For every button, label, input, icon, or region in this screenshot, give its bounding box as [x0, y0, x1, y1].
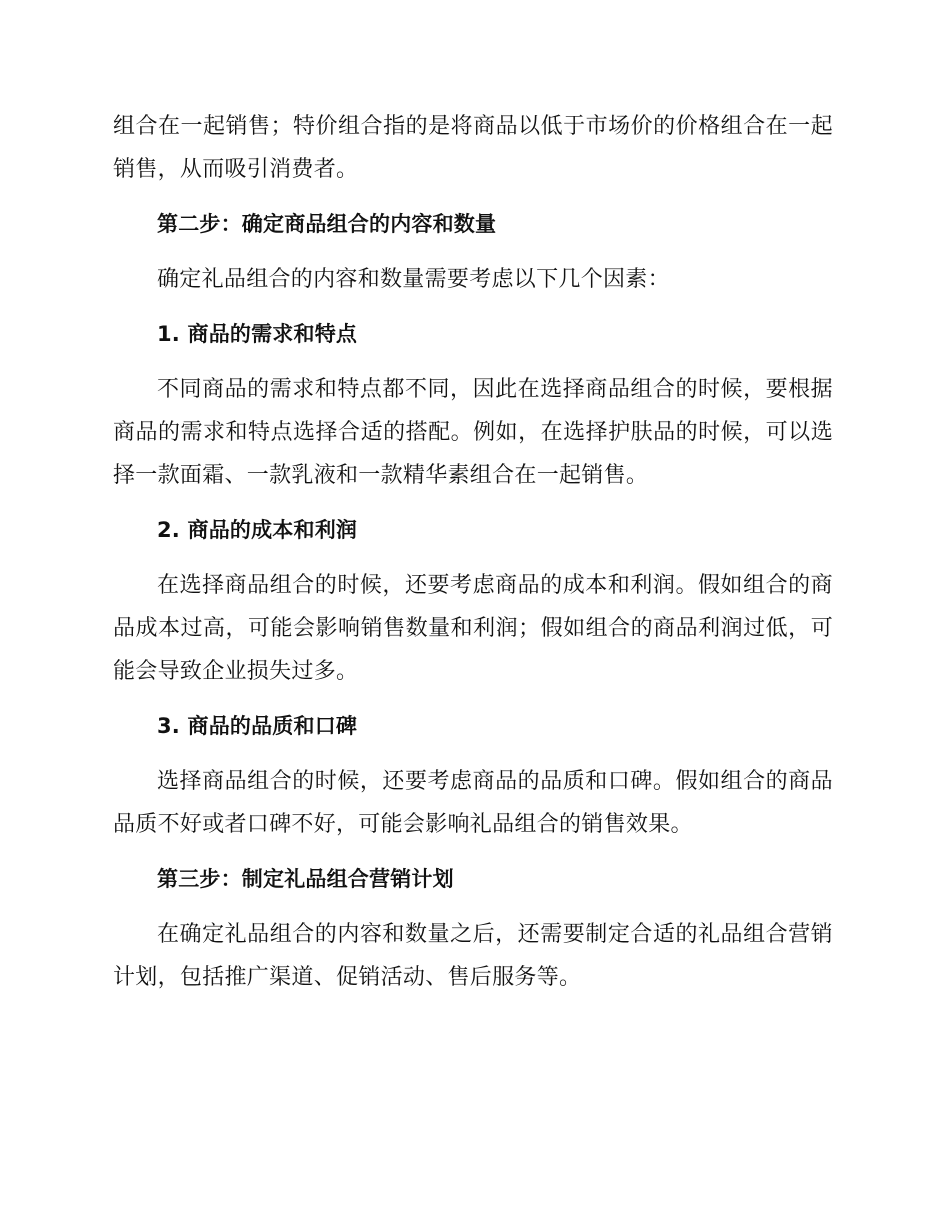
paragraph-combo-types: 组合在一起销售；特价组合指的是将商品以低于市场价的价格组合在一起销售，从而吸引消费者。	[113, 114, 833, 182]
paragraph-cost-profit: 在选择商品组合的时候，还要考虑商品的成本和利润。假如组合的商品成本过高，可能会影响销售数量和利润；假如组合的商品利润过低，可能会导致企业损失过多。	[113, 573, 833, 684]
heading-quality-reputation: 3. 商品的品质和口碑	[157, 714, 358, 738]
heading-cost-profit: 2. 商品的成本和利润	[157, 518, 358, 542]
heading-demand-features: 1. 商品的需求和特点	[157, 322, 358, 346]
heading-step-two: 第二步：确定商品组合的内容和数量	[157, 212, 497, 236]
paragraph-quality-reputation: 选择商品组合的时候，还要考虑商品的品质和口碑。假如组合的商品品质不好或者口碑不好，可能会影响礼品组合的销售效果。	[113, 769, 833, 837]
document-body	[113, 105, 833, 999]
paragraph-factors-intro: 确定礼品组合的内容和数量需要考虑以下几个因素：	[157, 267, 670, 292]
paragraph-demand-features: 不同商品的需求和特点都不同，因此在选择商品组合的时候，要根据商品的需求和特点选择合适的搭配。例如，在选择护肤品的时候，可以选择一款面霜、一款乳液和一款精华素组合在一起销售。	[113, 377, 833, 488]
heading-step-three: 第三步：制定礼品组合营销计划	[157, 867, 454, 891]
paragraph-marketing-plan: 在确定礼品组合的内容和数量之后，还需要制定合适的礼品组合营销计划，包括推广渠道、促销活动、售后服务等。	[113, 922, 833, 990]
